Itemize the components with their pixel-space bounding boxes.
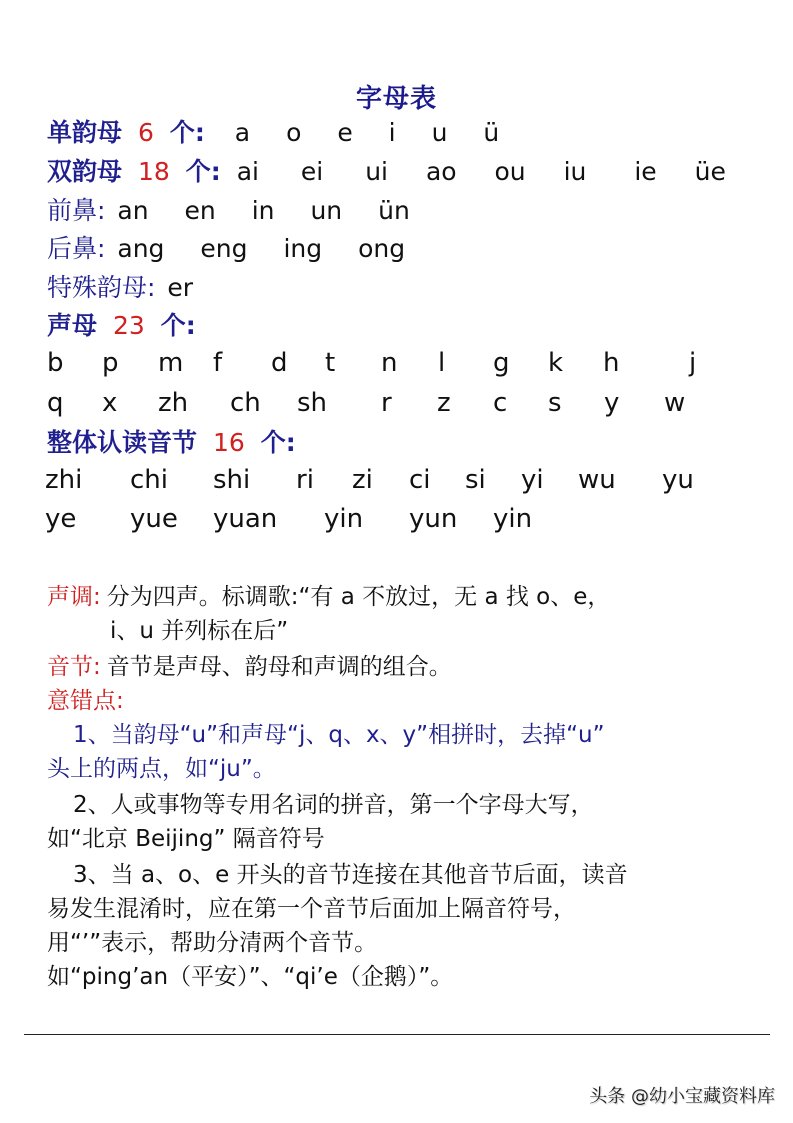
error-point-3-line-1: 3、当 a、o、e 开头的音节连接在其他音节后面，读音 bbox=[73, 862, 628, 888]
syllable-item: si bbox=[465, 465, 486, 495]
initial-item: ch bbox=[230, 388, 261, 418]
syllable-item: yun bbox=[409, 504, 458, 534]
syllable-item: chi bbox=[130, 465, 168, 495]
syllable-item: yu bbox=[662, 465, 694, 495]
back-nasal-row bbox=[47, 233, 433, 265]
initial-item: j bbox=[689, 348, 697, 378]
final-item: en bbox=[184, 196, 216, 225]
whole-syllables-label: 整体认读音节 bbox=[47, 428, 198, 457]
front-nasal-row bbox=[47, 195, 438, 227]
initials-label: 声母 bbox=[47, 311, 98, 340]
final-item: ang bbox=[117, 234, 165, 263]
syllable-note bbox=[47, 650, 452, 684]
initial-item: d bbox=[271, 348, 288, 378]
back-nasal-label: 后鼻: bbox=[47, 234, 106, 263]
single-finals-row bbox=[47, 117, 527, 149]
initial-item: sh bbox=[297, 388, 328, 418]
syllable-item: ri bbox=[296, 465, 314, 495]
initial-item: r bbox=[381, 388, 392, 418]
initial-item: t bbox=[325, 348, 336, 378]
final-item: ün bbox=[378, 196, 410, 225]
initial-item: x bbox=[102, 388, 118, 418]
watermark: 头条 @幼小宝藏资料库 bbox=[589, 1086, 775, 1107]
compound-finals-count: 18 bbox=[137, 157, 170, 186]
final-item: ui bbox=[365, 157, 388, 186]
compound-finals-unit: 个: bbox=[185, 157, 221, 186]
initials-count: 23 bbox=[112, 311, 145, 340]
tone-note-line-2: i、u 并列标在后” bbox=[110, 618, 289, 644]
initial-item: s bbox=[548, 388, 562, 418]
syllable-item: zi bbox=[352, 465, 373, 495]
tone-text: 分为四声。标调歌:“有 a 不放过，无 a 找 o、e， bbox=[106, 584, 611, 610]
syllable-item: ye bbox=[45, 504, 77, 534]
divider-line bbox=[24, 1034, 770, 1035]
syllable-item: zhi bbox=[45, 465, 83, 495]
error-point-3-line-3: 用“’”表示，帮助分清两个音节。 bbox=[47, 930, 378, 956]
initial-item: g bbox=[493, 348, 510, 378]
error-point-1-line-2: 头上的两点，如“ju”。 bbox=[47, 756, 276, 782]
error-point-1-line-1: 1、当韵母“u”和声母“j、q、x、y”相拼时，去掉“u” bbox=[73, 722, 605, 748]
initial-item: q bbox=[47, 388, 64, 418]
initial-item: zh bbox=[158, 388, 189, 418]
final-item: er bbox=[167, 273, 194, 302]
syllable-item: yin bbox=[324, 504, 364, 534]
error-point-2-line-2: 如“北京 Beijing” 隔音符号 bbox=[47, 826, 325, 852]
initial-item: k bbox=[548, 348, 564, 378]
final-item: u bbox=[431, 118, 448, 147]
single-finals-count: 6 bbox=[137, 118, 154, 147]
final-item: e bbox=[337, 118, 353, 147]
initial-item: b bbox=[47, 348, 64, 378]
syllable-label: 音节: bbox=[47, 654, 101, 680]
final-item: in bbox=[251, 196, 275, 225]
final-item: ou bbox=[494, 157, 526, 186]
syllable-text: 音节是声母、韵母和声调的组合。 bbox=[106, 654, 452, 680]
error-point-3-line-2: 易发生混淆时，应在第一个音节后面加上隔音符号， bbox=[47, 896, 576, 922]
final-item: ei bbox=[300, 157, 324, 186]
initial-item: w bbox=[664, 388, 686, 418]
syllable-item: yin bbox=[493, 504, 533, 534]
initial-item: m bbox=[158, 348, 184, 378]
whole-syllables-count: 16 bbox=[212, 428, 245, 457]
compound-finals-label: 双韵母 bbox=[47, 157, 123, 186]
final-item: o bbox=[286, 118, 302, 147]
initials-unit: 个: bbox=[160, 311, 196, 340]
final-item: ao bbox=[425, 157, 457, 186]
final-item: ü bbox=[483, 118, 500, 147]
final-item: iu bbox=[563, 157, 587, 186]
single-finals-unit: 个: bbox=[169, 118, 205, 147]
final-item: ing bbox=[283, 234, 323, 263]
tone-note-line-1 bbox=[47, 580, 610, 614]
initials-header bbox=[47, 310, 196, 342]
special-finals-row bbox=[47, 272, 221, 304]
initial-item: y bbox=[604, 388, 620, 418]
whole-syllables-unit: 个: bbox=[260, 428, 296, 457]
tone-label: 声调: bbox=[47, 584, 101, 610]
single-finals-label: 单韵母 bbox=[47, 118, 123, 147]
initial-item: h bbox=[603, 348, 620, 378]
syllable-item: shi bbox=[213, 465, 251, 495]
initial-item: n bbox=[381, 348, 398, 378]
syllable-item: wu bbox=[578, 465, 616, 495]
final-item: ai bbox=[236, 157, 259, 186]
error-points-label: 意错点: bbox=[47, 688, 124, 714]
initial-item: z bbox=[437, 388, 451, 418]
final-item: an bbox=[117, 196, 149, 225]
initial-item: l bbox=[438, 348, 446, 378]
final-item: un bbox=[310, 196, 343, 225]
initial-item: p bbox=[102, 348, 119, 378]
special-finals-label: 特殊韵母: bbox=[47, 273, 156, 302]
syllable-item: yi bbox=[521, 465, 544, 495]
final-item: ong bbox=[358, 234, 406, 263]
syllable-item: ci bbox=[409, 465, 431, 495]
error-point-3-line-4: 如“ping’an（平安）”、“qi’e（企鹅）”。 bbox=[47, 964, 454, 990]
final-item: üe bbox=[694, 157, 726, 186]
syllable-item: yuan bbox=[213, 504, 278, 534]
compound-finals-row bbox=[47, 156, 754, 188]
initial-item: f bbox=[213, 348, 223, 378]
page-title: 字母表 bbox=[355, 84, 437, 114]
syllable-item: yue bbox=[130, 504, 178, 534]
final-item: a bbox=[234, 118, 251, 147]
final-item: ie bbox=[634, 157, 657, 186]
final-item: i bbox=[388, 118, 396, 147]
front-nasal-label: 前鼻: bbox=[47, 196, 106, 225]
error-point-2-line-1: 2、人或事物等专用名词的拼音，第一个字母大写， bbox=[73, 792, 594, 818]
whole-syllables-header bbox=[47, 427, 296, 459]
final-item: eng bbox=[200, 234, 248, 263]
initial-item: c bbox=[493, 388, 508, 418]
